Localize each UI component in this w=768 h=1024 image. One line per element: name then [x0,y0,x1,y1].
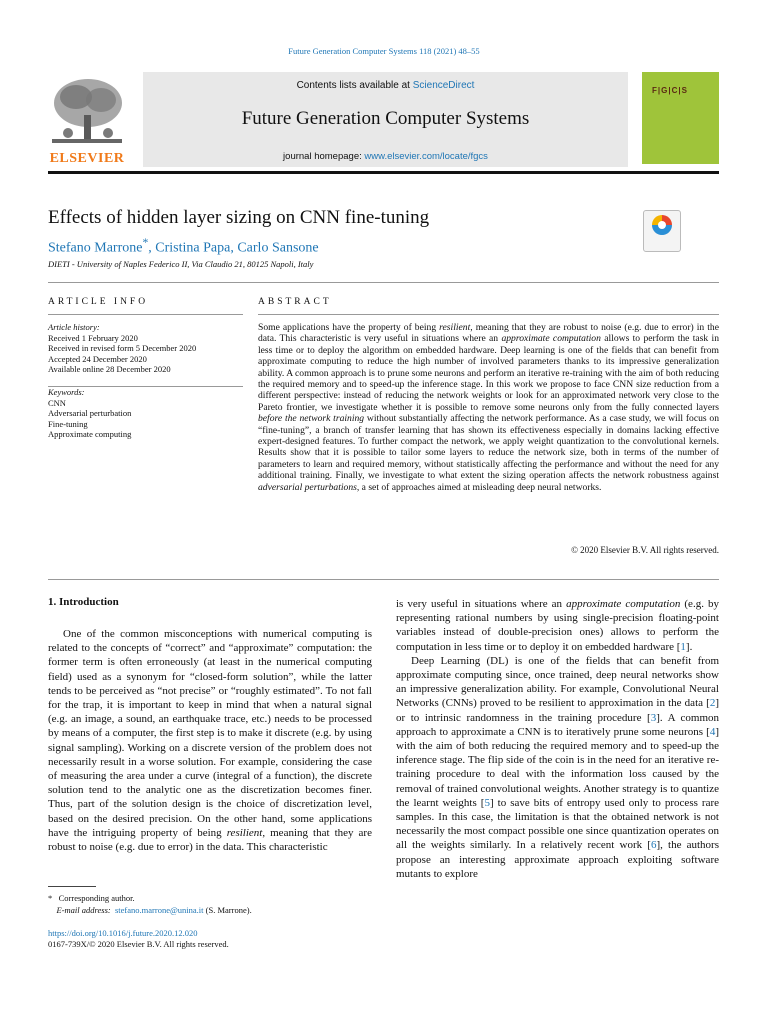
citation-link[interactable]: 4 [709,725,716,738]
citation-link[interactable]: 6 [650,839,657,852]
contents-line [143,80,628,91]
affiliation-rule [48,282,719,283]
elsevier-wordmark: ELSEVIER [49,151,125,166]
author-separator: , [230,240,238,256]
history-item: Received in revised form 5 December 2020 [48,343,197,354]
abstract-rule [258,314,719,315]
affiliation: DIETI - University of Naples Federico II, Via Claudio 21, 80125 Napoli, Italy [48,259,314,269]
keyword-item: Adversarial perturbation [48,408,132,419]
doi-link[interactable]: https://doi.org/10.1016/j.future.2020.12.020 [48,928,198,938]
footnote-rule [48,886,96,887]
keywords [48,387,243,440]
keyword-item: CNN [48,397,66,408]
header-rule [48,171,719,174]
author-separator: , [148,240,156,256]
author-mark[interactable]: * [142,236,149,249]
citation-link[interactable]: 1 [680,640,686,653]
homepage-line [143,151,628,162]
article-history [48,322,243,375]
homepage-link[interactable]: www.elsevier.com/locate/fgcs [364,151,488,162]
abstract-end-rule [48,579,719,580]
body-paragraph: is very useful in situations where an approximate computation (e.g. by representing rational numbers by using single-precision floating-point variables instead of double-precision ones) allows to perform the computation in less time or to deploy it on embedded hardware [1]. [396,598,719,653]
email-label: E-mail address: [56,905,111,915]
author-email-link[interactable]: stefano.marrone@unina.it [114,905,204,915]
keyword-item: Fine-tuning [48,418,88,429]
keywords-label: Keywords: [48,387,85,397]
sciencedirect-link[interactable]: ScienceDirect [412,80,475,91]
check-for-updates-badge[interactable] [643,210,681,252]
citation-link[interactable]: 3 [650,711,657,724]
abstract-copyright: © 2020 Elsevier B.V. All rights reserved. [571,545,719,555]
footnote [48,892,252,916]
history-label: Article history: [48,322,100,332]
homepage-prefix: journal homepage: [283,151,365,162]
contents-prefix: Contents lists available at [296,80,413,91]
article-info-rule [48,314,243,315]
keyword-item: Approximate computing [48,429,132,440]
abstract-heading: ABSTRACT [258,297,332,307]
body-paragraph: One of the common misconceptions with numerical computing is related to the concepts of “correct” and “approximate” computation: the former term is often erroneously (at least in the numerical computing field) used as a synonym for “closed-form solution”, while the latter tends to be perceived as “not precise” or “roughly estimated”. To not fall for the trap, it is important to keep in mind that when a natural signal (e.g. an image, a sound, an earthquake trace, etc.) needs to be processed by means of a computer, the first step is to make it discrete (e.g. by using signal sampling). Working on a discrete version of the problem does not necessarily result in a worse solution. For example, considering the case of measuring the area under a curve (integral of a function), the discrete solution tend to the analytic one as the discretization becomes finer. Thus, part of the solution design is the choice of discretization level, based on the desired precision. On the other hand, some applications have the intriguing property of being resilient, meaning that they are robust to noise (e.g. due to error) in the data. This characteristic [48,628,372,854]
abstract-text: Some applications have the property of being resilient, meaning that they are robust to noise (e.g. due to error) in the data. This characteristic is very useful in situations where an approximate computation allows to perform the task in less time or to deploy the algorithm on embedded hardware. Deep learning is one of the fields that can benefit from approximate computing to reduce the high number of involved parameters thanks to its impressive generalization ability. A common approach is to prune some neurons and perform an iterative re-training with the aim of both reducing the required memory and to speed-up the inference stage. In this work we propose to face CNN size reduction from a different perspective: instead of reducing the network weights or look for an approximated network very close to the Pareto frontier, we investigate whether it is possible to remove some neurons only from the fully connected layers before the network training without substantially affecting the network performance. As a case study, we will focus on “fine-tuning”, a branch of transfer learning that has shown its effectiveness especially in domains lacking effective expert-designed features. To further compact the network, we apply weight quantization to the convolutional kernels. Results show that it is possible to tailor some layers to reduce the network size, both in terms of the number of parameters to learn and required memory, without statistically affecting the performance and without the need for any additional training. Finally, we investigate to what extent the sizing operation affects the network robustness against adversarial perturbations, a set of approaches aimed at misleading deep neural networks. [258,322,720,493]
body-column-left [48,627,372,854]
body-column-right [396,597,719,881]
history-item: Available online 28 December 2020 [48,364,171,375]
author-list [48,236,319,257]
footnote-mark: * [48,893,53,903]
author-name[interactable]: Cristina Papa [155,240,231,256]
section-heading: 1. Introduction [48,596,119,608]
author-name[interactable]: Carlo Sansone [237,240,319,256]
citation-link[interactable]: 5 [484,796,490,809]
body-paragraph: Deep Learning (DL) is one of the fields that can benefit from approximate computing since, once trained, deep neural networks show an impressive generalization ability. For example, Convolutional Neural Networks (CNNs) proved to be resilient to approximation in the data [2] or to intrinsic randomness in the training procedure [3]. A common approach to approximate a CNN is to iteratively prune some neurons [4] with the aim of both reducing the required memory and to speed-up the inference stage. The flip side of the coin is in the need for an iterative re-training procedure to deal with the information loss caused by the removal of trained convolutional weights. Another strategy is to quantize the learnt weights [5] to save bits of entropy used only to process rare samples. In this case, the limitation is that the obtained network is not necessarily the most compact possible one since quantization operates on all the weights similarly. In a relatively recent work [6], the authors propose an interesting approximate approach exploiting software mutants to explore [396,654,720,880]
article-info-heading: ARTICLE INFO [48,297,149,307]
check-for-updates-icon [644,211,680,251]
email-suffix: (S. Marrone). [203,905,252,915]
journal-reference[interactable]: Future Generation Computer Systems 118 (2021) 48–55 [288,46,480,56]
issn-line: 0167-739X/© 2020 Elsevier B.V. All rights reserved. [48,939,229,949]
paper-title: Effects of hidden layer sizing on CNN fine-tuning [48,207,430,228]
history-item: Received 1 February 2020 [48,332,138,343]
journal-title: Future Generation Computer Systems [241,108,530,129]
journal-cover-title: F|G|C|S [652,86,688,95]
footnote-text: Corresponding author. [58,893,135,903]
author-name[interactable]: Stefano Marrone [48,240,143,256]
history-item: Accepted 24 December 2020 [48,353,147,364]
citation-link[interactable]: 2 [709,697,716,710]
footer [48,928,229,950]
